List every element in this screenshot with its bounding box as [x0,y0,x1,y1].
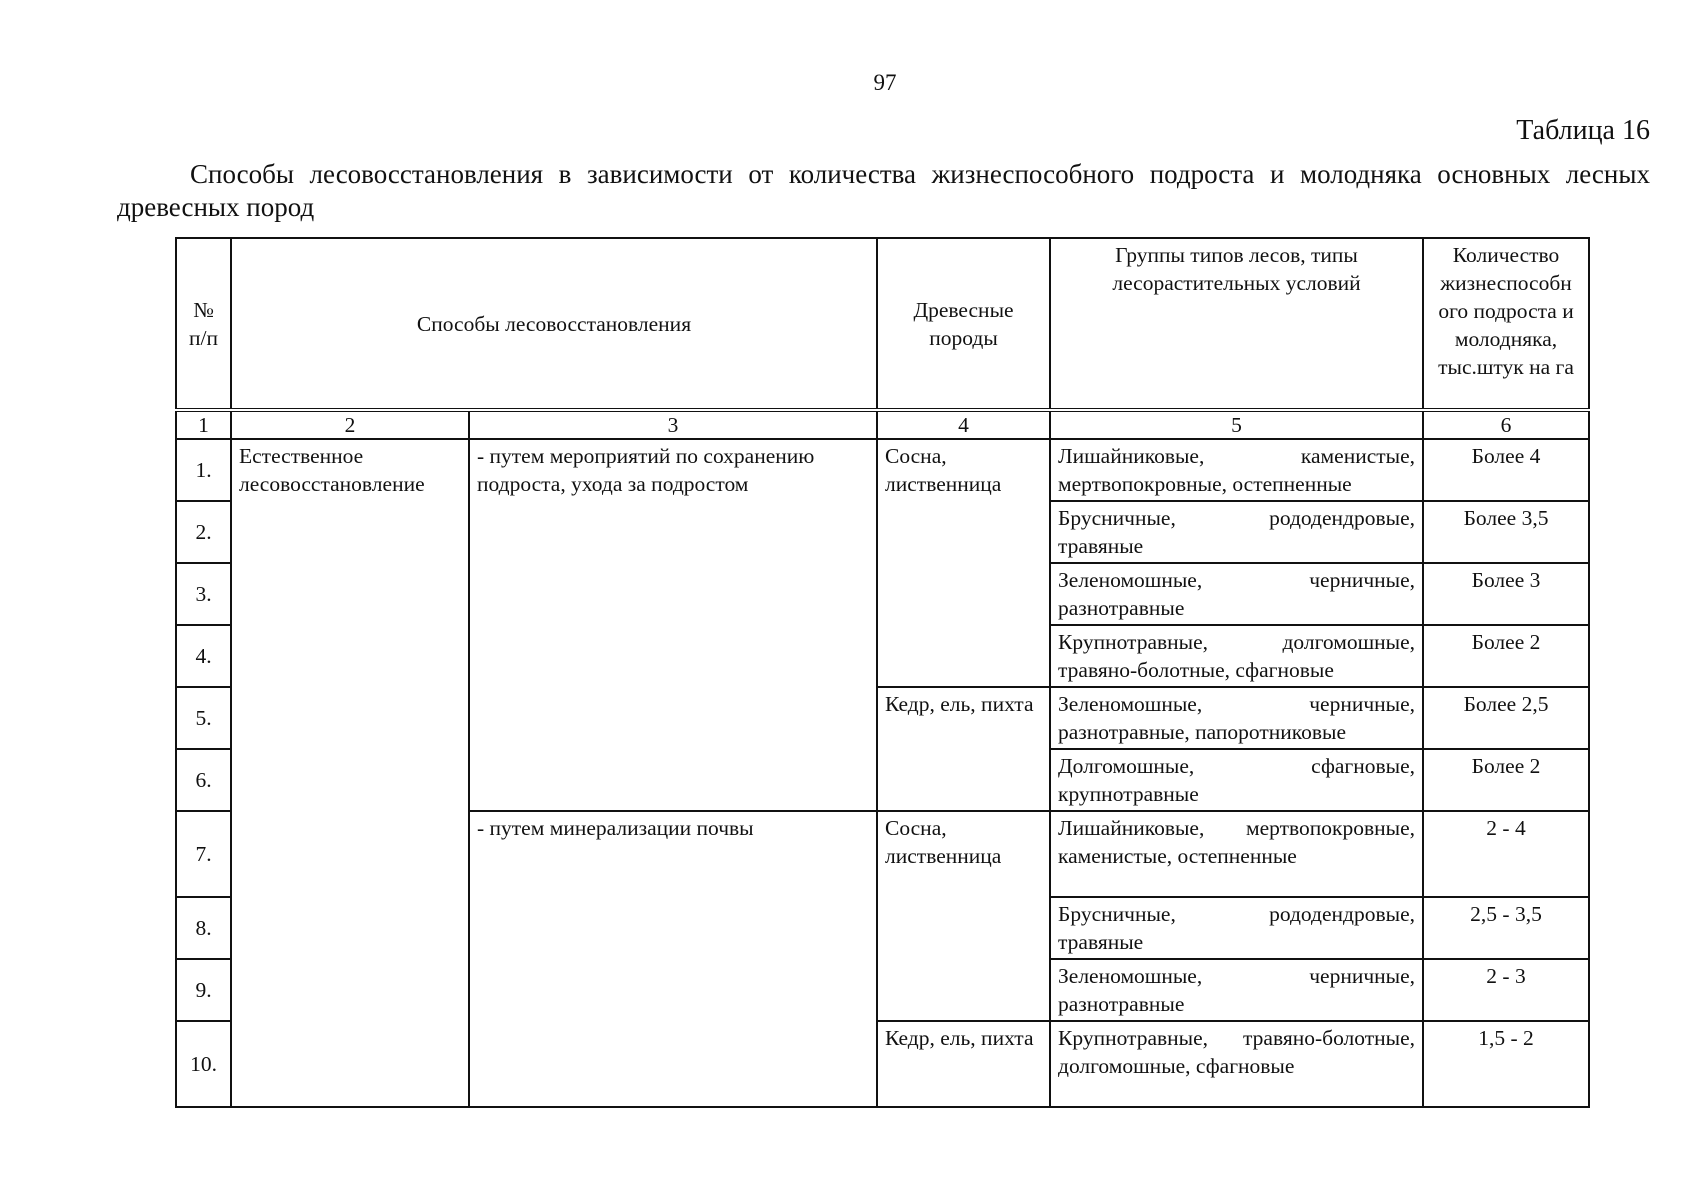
header-methods: Способы лесовосстановления [231,238,877,410]
forest-type: Крупнотравные, долгомошные, травяно-болотные, сфагновые [1050,625,1423,687]
reforestation-table [175,237,1590,1108]
forest-type: Крупнотравные, травяно-болотные, долгомошные, сфагновые [1050,1021,1423,1107]
quantity: Более 2 [1423,749,1589,811]
forest-type: Брусничные, рододендровые, травяные [1050,501,1423,563]
quantity: Более 3,5 [1423,501,1589,563]
species-group: Сосна, лиственница [877,439,1050,687]
quantity: Более 2,5 [1423,687,1589,749]
page-number: 97 [873,70,897,95]
col-number: 3 [469,410,877,439]
forest-type: Лишайниковые, мертвопокровные, каменистые, остепненные [1050,811,1423,897]
row-number: 2. [176,501,231,563]
sub-method: - путем минерализации почвы [469,811,877,1107]
quantity: 2 - 4 [1423,811,1589,897]
forest-type: Брусничные, рододендровые, травяные [1050,897,1423,959]
header-row [176,238,1589,410]
col-number: 5 [1050,410,1423,439]
table-row [176,439,1589,501]
row-number: 8. [176,897,231,959]
sub-method: - путем мероприятий по сохранению подроста, ухода за подростом [469,439,877,811]
col-number: 2 [231,410,469,439]
species-group: Кедр, ель, пихта [877,1021,1050,1107]
quantity: 2 - 3 [1423,959,1589,1021]
row-number: 9. [176,959,231,1021]
quantity: 2,5 - 3,5 [1423,897,1589,959]
quantity: Более 3 [1423,563,1589,625]
header-forest-groups: Группы типов лесов, типы лесорастительных условий [1050,238,1423,410]
forest-type: Лишайниковые, каменистые, мертвопокровные, остепненные [1050,439,1423,501]
forest-type: Зеленомошные, черничные, разнотравные [1050,563,1423,625]
column-numbers-row [176,410,1589,439]
method-main: Естественное лесовосстановление [231,439,469,1107]
forest-type: Долгомошные, сфагновые, крупнотравные [1050,749,1423,811]
row-number: 5. [176,687,231,749]
col-number: 6 [1423,410,1589,439]
forest-type: Зеленомошные, черничные, разнотравные, папоротниковые [1050,687,1423,749]
col-number: 1 [176,410,231,439]
col-number: 4 [877,410,1050,439]
forest-type: Зеленомошные, черничные, разнотравные [1050,959,1423,1021]
header-species: Древесные породы [877,238,1050,410]
species-group: Сосна, лиственница [877,811,1050,1021]
row-number: 1. [176,439,231,501]
table-label: Таблица 16 [1516,115,1650,146]
header-quantity: Количество жизнеспособн ого подроста и молодняка, тыс.штук на га [1423,238,1589,410]
table-caption: Способы лесовосстановления в зависимости от количества жизнеспособного подроста и молодняка основных лесных древесных пород [117,159,1650,222]
row-number: 10. [176,1021,231,1107]
header-num: № п/п [176,238,231,410]
quantity: Более 4 [1423,439,1589,501]
row-number: 4. [176,625,231,687]
quantity: Более 2 [1423,625,1589,687]
quantity: 1,5 - 2 [1423,1021,1589,1107]
species-group: Кедр, ель, пихта [877,687,1050,811]
row-number: 7. [176,811,231,897]
row-number: 6. [176,749,231,811]
row-number: 3. [176,563,231,625]
